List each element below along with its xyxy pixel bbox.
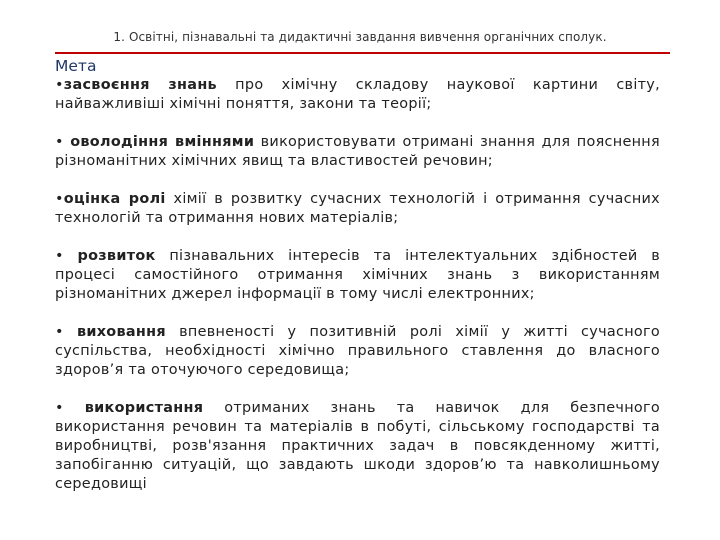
goal-item-skills	[55, 133, 660, 171]
goal-item-text: хімії в розвитку сучасних технологій і отримання сучасних технологій та отримання нових матеріалів;	[55, 191, 660, 226]
slide-content	[55, 57, 660, 494]
goal-item-keyword: оцінка ролі	[63, 191, 166, 207]
goal-item-usage	[55, 399, 660, 494]
goal-item-keyword: використання	[84, 400, 204, 416]
goal-title: Мета	[55, 57, 97, 75]
goal-item-text: отриманих знань та навичок для безпечного використання речовин та матеріалів в побуті, сільському господарстві та виробництві, розв'язання практичних задач в повсякденному житті, запобіганню ситуацій, що завдають шкоди здоров’ю та навколишньому середовищі	[55, 400, 660, 492]
goal-item-keyword: виховання	[76, 324, 166, 340]
goal-item-development	[55, 247, 660, 304]
bullet: •	[55, 400, 85, 416]
goal-item-text: використовувати отримані знання для пояснення різноманітних хімічних явищ та властивостей речовин;	[55, 134, 660, 169]
goal-item-text: про хімічну складову наукової картини світу, найважливіші хімічні поняття, закони та теорії;	[55, 77, 660, 112]
goal-item-keyword: оволодіння вміннями	[70, 134, 255, 150]
goal-item-knowledge	[55, 76, 660, 114]
slide-header: 1. Освітні, пізнавальні та дидактичні завдання вивчення органічних сполук.	[113, 30, 607, 44]
goal-item-keyword: розвиток	[77, 248, 156, 264]
bullet: •	[55, 191, 64, 207]
goal-item-assessment	[55, 190, 660, 228]
goal-item-text: пізнавальних інтересів та інтелектуальних здібностей в процесі самостійного отримання хімічних знань з використанням різноманітних джерел інформації в тому числі електронних;	[55, 248, 660, 302]
goal-item-upbringing	[55, 323, 660, 380]
bullet: •	[55, 248, 78, 264]
bullet: •	[55, 134, 71, 150]
bullet: •	[55, 324, 77, 340]
bullet: •	[55, 77, 64, 93]
goal-item-keyword: засвоєння знань	[63, 77, 217, 93]
header-divider	[55, 52, 670, 54]
goal-item-text: впевненості у позитивній ролі хімії у житті сучасного суспільства, необхідності хімічно правильного ставлення до власного здоров’я та оточуючого середовища;	[55, 324, 660, 378]
